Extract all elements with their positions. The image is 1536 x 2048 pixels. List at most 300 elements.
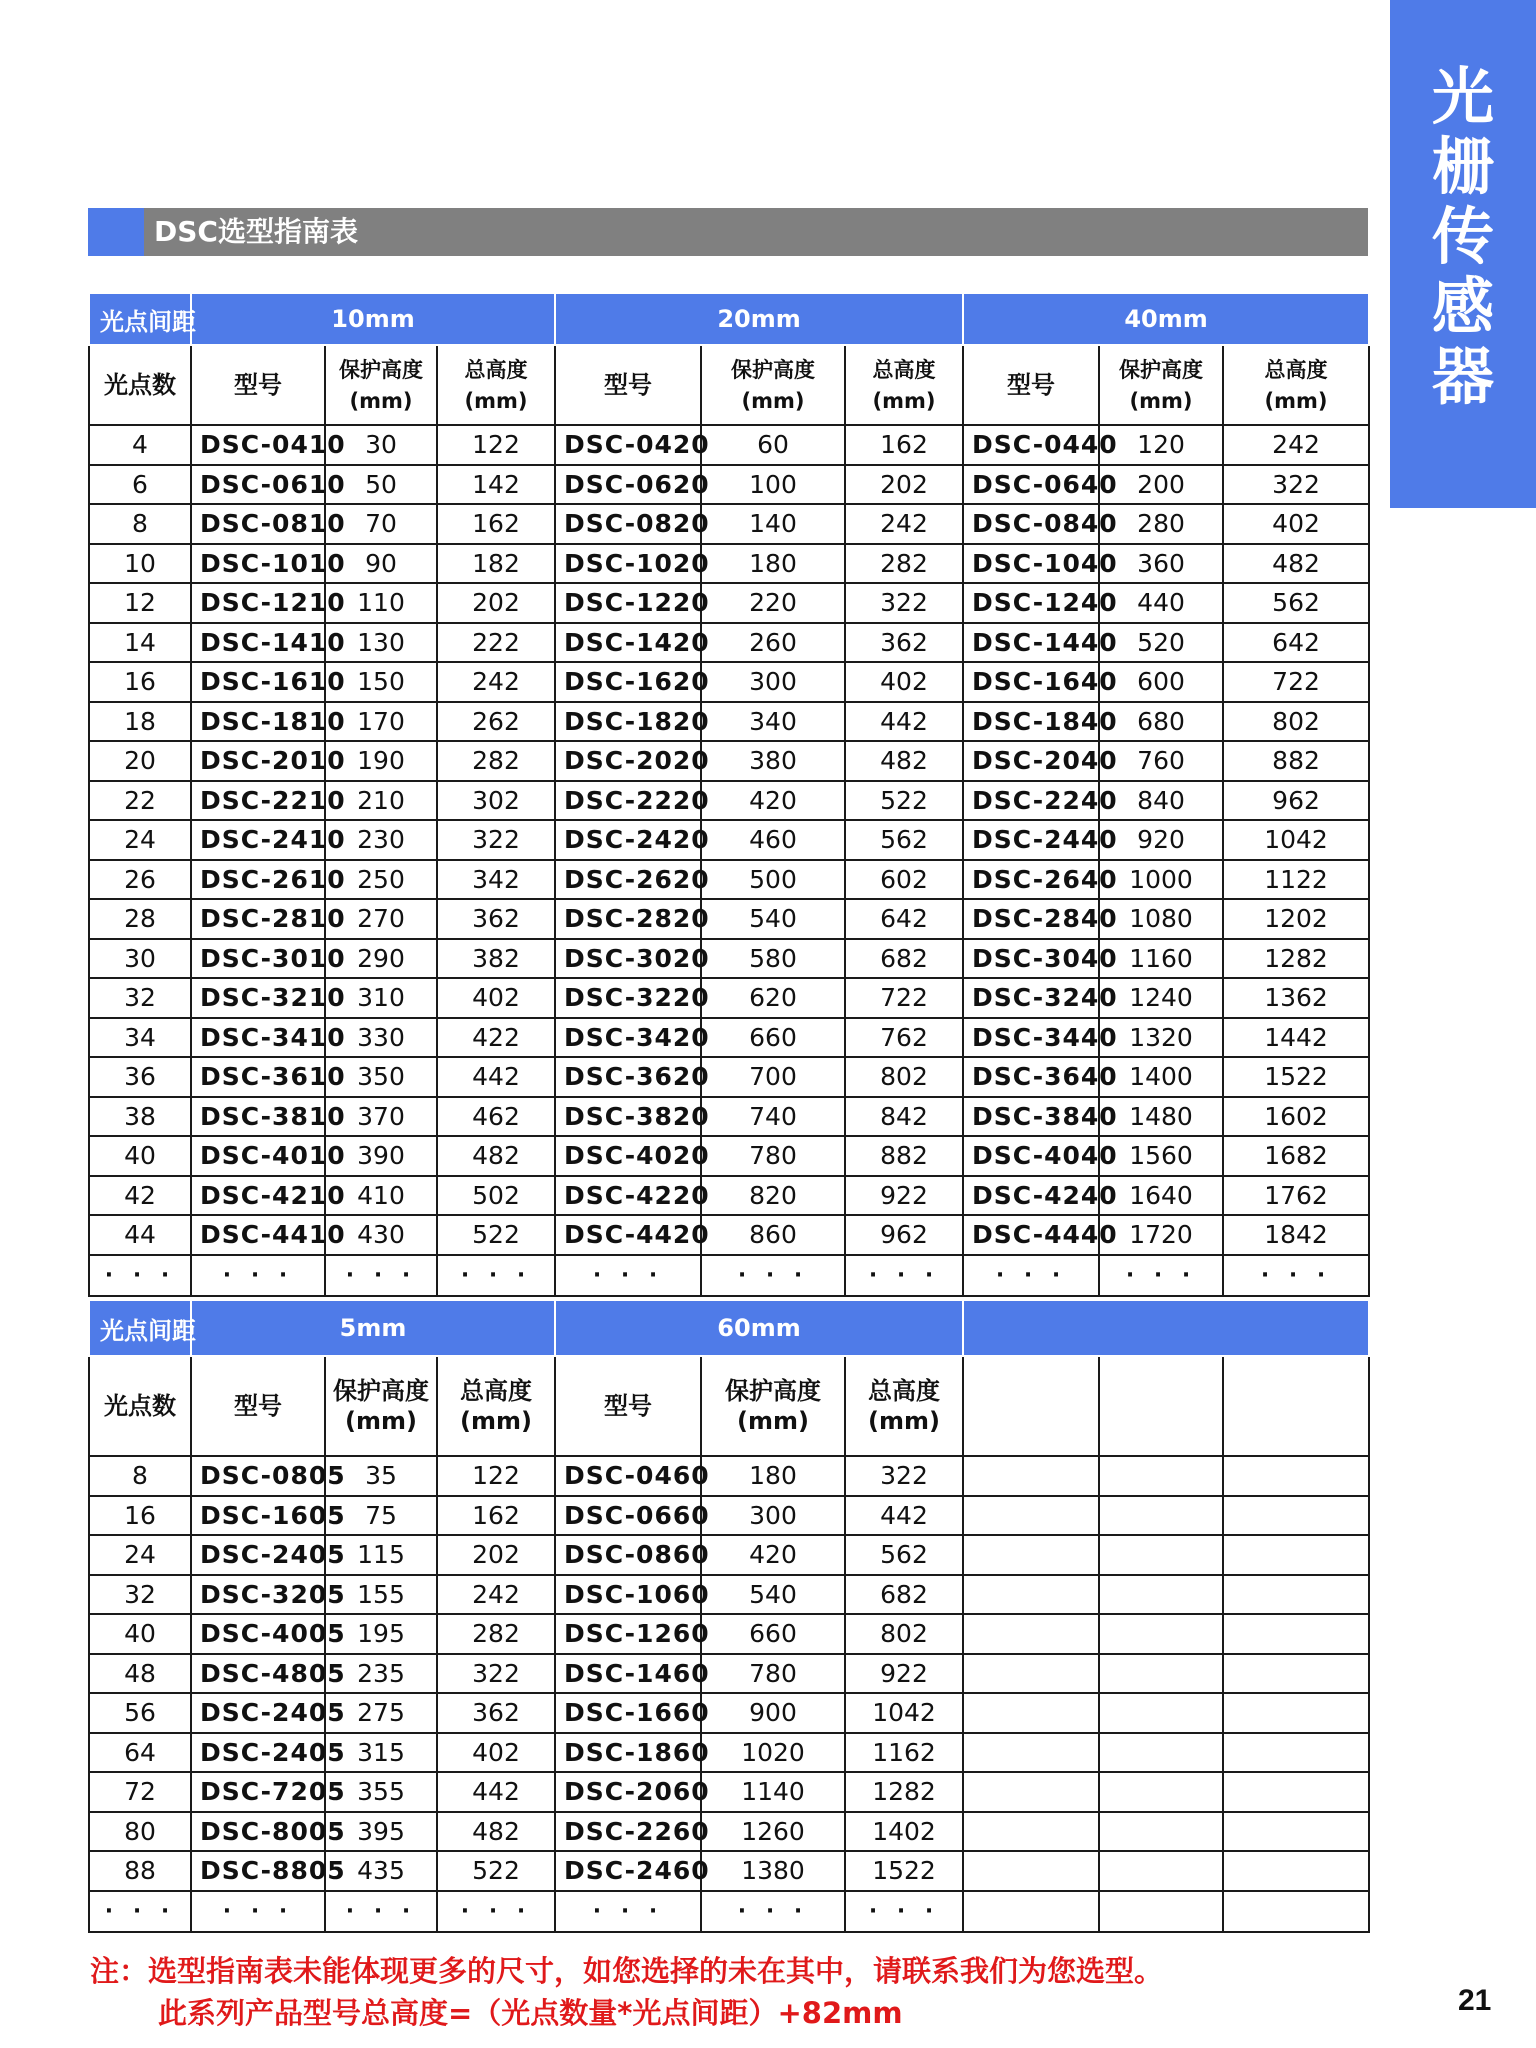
table-row bbox=[89, 1215, 1369, 1255]
cell-model: DSC-8005 bbox=[191, 1812, 325, 1852]
cell-model: DSC-3640 bbox=[963, 1057, 1099, 1097]
cell-value: 780 bbox=[701, 1136, 845, 1176]
empty-cell bbox=[1223, 1693, 1369, 1733]
empty-cell bbox=[1099, 1812, 1223, 1852]
cell-value: 522 bbox=[437, 1215, 555, 1255]
ellipsis-cell: · · · bbox=[701, 1255, 845, 1297]
side-category-tab bbox=[1390, 0, 1536, 508]
cell-model: DSC-1810 bbox=[191, 702, 325, 742]
table-row bbox=[89, 662, 1369, 702]
table-row bbox=[89, 1614, 1369, 1654]
empty-cell bbox=[1223, 1654, 1369, 1694]
cell-value: 120 bbox=[1099, 425, 1223, 465]
cell-model: DSC-3240 bbox=[963, 978, 1099, 1018]
cell-value: 442 bbox=[437, 1772, 555, 1812]
empty-cell bbox=[1223, 1891, 1369, 1933]
cell-value: 282 bbox=[437, 741, 555, 781]
cell-value: 642 bbox=[1223, 623, 1369, 663]
cell-model: DSC-1840 bbox=[963, 702, 1099, 742]
cell-value: 500 bbox=[701, 860, 845, 900]
cell-count: 34 bbox=[89, 1018, 191, 1058]
cell-value: 362 bbox=[437, 899, 555, 939]
cell-value: 502 bbox=[437, 1176, 555, 1216]
cell-value: 322 bbox=[437, 820, 555, 860]
cell-model: DSC-4040 bbox=[963, 1136, 1099, 1176]
cell-value: 900 bbox=[701, 1693, 845, 1733]
cell-value: 140 bbox=[701, 504, 845, 544]
cell-value: 122 bbox=[437, 1456, 555, 1496]
cell-value: 820 bbox=[701, 1176, 845, 1216]
cell-value: 30 bbox=[325, 425, 437, 465]
cell-value: 340 bbox=[701, 702, 845, 742]
col-model: 型号 bbox=[555, 345, 701, 425]
cell-value: 420 bbox=[701, 781, 845, 821]
cell-model: DSC-3840 bbox=[963, 1097, 1099, 1137]
cell-model: DSC-2405 bbox=[191, 1733, 325, 1773]
cell-value: 75 bbox=[325, 1496, 437, 1536]
cell-model: DSC-1620 bbox=[555, 662, 701, 702]
empty-cell bbox=[963, 1812, 1099, 1852]
table-row bbox=[89, 1057, 1369, 1097]
cell-count: 32 bbox=[89, 978, 191, 1018]
cell-value: 360 bbox=[1099, 544, 1223, 584]
table-row bbox=[89, 623, 1369, 663]
table-row bbox=[89, 820, 1369, 860]
cell-count: 44 bbox=[89, 1215, 191, 1255]
ellipsis-cell: · · · bbox=[1223, 1255, 1369, 1297]
spacing-group-40mm: 40mm bbox=[963, 293, 1369, 345]
cell-model: DSC-0640 bbox=[963, 465, 1099, 505]
cell-value: 35 bbox=[325, 1456, 437, 1496]
cell-model: DSC-0805 bbox=[191, 1456, 325, 1496]
cell-value: 110 bbox=[325, 583, 437, 623]
cell-value: 302 bbox=[437, 781, 555, 821]
ellipsis-cell: · · · bbox=[325, 1891, 437, 1933]
cell-value: 482 bbox=[1223, 544, 1369, 584]
col-model: 型号 bbox=[963, 345, 1099, 425]
cell-value: 190 bbox=[325, 741, 437, 781]
spacing-label: 光点间距 bbox=[89, 293, 191, 345]
cell-value: 260 bbox=[701, 623, 845, 663]
col-total: 总高度 (mm) bbox=[437, 345, 555, 425]
cell-model: DSC-3620 bbox=[555, 1057, 701, 1097]
cell-value: 1762 bbox=[1223, 1176, 1369, 1216]
cell-model: DSC-4410 bbox=[191, 1215, 325, 1255]
cell-count: 22 bbox=[89, 781, 191, 821]
side-title-char: 栅 bbox=[1431, 130, 1494, 203]
cell-count: 14 bbox=[89, 623, 191, 663]
table-row bbox=[89, 1018, 1369, 1058]
cell-value: 402 bbox=[437, 978, 555, 1018]
cell-count: 36 bbox=[89, 1057, 191, 1097]
cell-value: 882 bbox=[845, 1136, 963, 1176]
cell-value: 300 bbox=[701, 662, 845, 702]
cell-model: DSC-4220 bbox=[555, 1176, 701, 1216]
ellipsis-row bbox=[89, 1255, 1369, 1297]
col-guard: 保护高度 (mm) bbox=[701, 1356, 845, 1456]
col-count: 光点数 bbox=[89, 1356, 191, 1456]
cell-value: 322 bbox=[845, 1456, 963, 1496]
cell-model: DSC-3010 bbox=[191, 939, 325, 979]
side-title-char: 器 bbox=[1431, 340, 1494, 413]
table-row bbox=[89, 1496, 1369, 1536]
cell-value: 1282 bbox=[1223, 939, 1369, 979]
table-row bbox=[89, 544, 1369, 584]
side-title bbox=[1432, 62, 1494, 508]
cell-model: DSC-0420 bbox=[555, 425, 701, 465]
cell-value: 442 bbox=[845, 1496, 963, 1536]
cell-count: 42 bbox=[89, 1176, 191, 1216]
cell-value: 420 bbox=[701, 1535, 845, 1575]
cell-value: 562 bbox=[845, 820, 963, 860]
cell-value: 860 bbox=[701, 1215, 845, 1255]
cell-model: DSC-1410 bbox=[191, 623, 325, 663]
table-row bbox=[89, 939, 1369, 979]
cell-model: DSC-4210 bbox=[191, 1176, 325, 1216]
cell-model: DSC-3420 bbox=[555, 1018, 701, 1058]
cell-model: DSC-2260 bbox=[555, 1812, 701, 1852]
cell-value: 620 bbox=[701, 978, 845, 1018]
cell-value: 682 bbox=[845, 939, 963, 979]
empty-cell bbox=[1223, 1733, 1369, 1773]
cell-value: 482 bbox=[845, 741, 963, 781]
cell-value: 435 bbox=[325, 1851, 437, 1891]
cell-model: DSC-0440 bbox=[963, 425, 1099, 465]
table-row bbox=[89, 702, 1369, 742]
cell-value: 962 bbox=[1223, 781, 1369, 821]
cell-model: DSC-0410 bbox=[191, 425, 325, 465]
cell-value: 1320 bbox=[1099, 1018, 1223, 1058]
cell-model: DSC-3040 bbox=[963, 939, 1099, 979]
empty-cell bbox=[963, 1575, 1099, 1615]
cell-value: 1140 bbox=[701, 1772, 845, 1812]
cell-value: 290 bbox=[325, 939, 437, 979]
cell-value: 402 bbox=[437, 1733, 555, 1773]
side-title-char: 感 bbox=[1431, 270, 1494, 343]
cell-model: DSC-1440 bbox=[963, 623, 1099, 663]
empty-cell bbox=[1099, 1733, 1223, 1773]
cell-value: 1260 bbox=[701, 1812, 845, 1852]
empty-cell bbox=[963, 1614, 1099, 1654]
cell-value: 402 bbox=[1223, 504, 1369, 544]
cell-value: 395 bbox=[325, 1812, 437, 1852]
cell-count: 56 bbox=[89, 1693, 191, 1733]
table-row bbox=[89, 1176, 1369, 1216]
cell-value: 322 bbox=[845, 583, 963, 623]
cell-model: DSC-0820 bbox=[555, 504, 701, 544]
cell-model: DSC-2810 bbox=[191, 899, 325, 939]
cell-value: 280 bbox=[1099, 504, 1223, 544]
empty-cell bbox=[1223, 1535, 1369, 1575]
cell-value: 270 bbox=[325, 899, 437, 939]
cell-model: DSC-2620 bbox=[555, 860, 701, 900]
table-row bbox=[89, 1654, 1369, 1694]
cell-value: 840 bbox=[1099, 781, 1223, 821]
cell-value: 315 bbox=[325, 1733, 437, 1773]
ellipsis-cell: · · · bbox=[701, 1891, 845, 1933]
cell-count: 80 bbox=[89, 1812, 191, 1852]
spacing-group-5mm: 5mm bbox=[191, 1300, 555, 1356]
cell-value: 1380 bbox=[701, 1851, 845, 1891]
footnote-line-1: 注：选型指南表未能体现更多的尺寸，如您选择的未在其中，请联系我们为您选型。 bbox=[90, 1954, 1164, 1988]
table-row bbox=[89, 465, 1369, 505]
cell-value: 310 bbox=[325, 978, 437, 1018]
cell-value: 155 bbox=[325, 1575, 437, 1615]
empty-cell bbox=[1099, 1654, 1223, 1694]
table-row bbox=[89, 1851, 1369, 1891]
cell-value: 1842 bbox=[1223, 1215, 1369, 1255]
cell-value: 1522 bbox=[1223, 1057, 1369, 1097]
cell-value: 962 bbox=[845, 1215, 963, 1255]
cell-model: DSC-3810 bbox=[191, 1097, 325, 1137]
ellipsis-cell: · · · bbox=[963, 1255, 1099, 1297]
cell-value: 162 bbox=[437, 1496, 555, 1536]
col-total: 总高度 (mm) bbox=[845, 1356, 963, 1456]
cell-model: DSC-0610 bbox=[191, 465, 325, 505]
empty-cell bbox=[1223, 1812, 1369, 1852]
cell-value: 130 bbox=[325, 623, 437, 663]
cell-value: 1682 bbox=[1223, 1136, 1369, 1176]
empty-cell bbox=[1099, 1456, 1223, 1496]
cell-value: 90 bbox=[325, 544, 437, 584]
spacing-group-empty bbox=[963, 1300, 1369, 1356]
cell-value: 562 bbox=[1223, 583, 1369, 623]
cell-value: 602 bbox=[845, 860, 963, 900]
cell-value: 562 bbox=[845, 1535, 963, 1575]
cell-model: DSC-3610 bbox=[191, 1057, 325, 1097]
cell-count: 40 bbox=[89, 1136, 191, 1176]
col-model: 型号 bbox=[191, 1356, 325, 1456]
cell-model: DSC-1020 bbox=[555, 544, 701, 584]
cell-value: 242 bbox=[845, 504, 963, 544]
cell-model: DSC-0840 bbox=[963, 504, 1099, 544]
cell-model: DSC-0860 bbox=[555, 1535, 701, 1575]
cell-value: 1442 bbox=[1223, 1018, 1369, 1058]
cell-model: DSC-2020 bbox=[555, 741, 701, 781]
table-row bbox=[89, 781, 1369, 821]
cell-value: 600 bbox=[1099, 662, 1223, 702]
cell-value: 350 bbox=[325, 1057, 437, 1097]
cell-model: DSC-4010 bbox=[191, 1136, 325, 1176]
cell-value: 540 bbox=[701, 1575, 845, 1615]
ellipsis-cell: · · · bbox=[89, 1891, 191, 1933]
cell-value: 142 bbox=[437, 465, 555, 505]
cell-value: 882 bbox=[1223, 741, 1369, 781]
ellipsis-cell: · · · bbox=[437, 1891, 555, 1933]
table-row bbox=[89, 741, 1369, 781]
cell-value: 202 bbox=[437, 583, 555, 623]
ellipsis-cell: · · · bbox=[437, 1255, 555, 1297]
empty-cell bbox=[1099, 1356, 1223, 1456]
cell-value: 1240 bbox=[1099, 978, 1223, 1018]
spacing-label: 光点间距 bbox=[89, 1300, 191, 1356]
cell-value: 322 bbox=[1223, 465, 1369, 505]
cell-count: 4 bbox=[89, 425, 191, 465]
cell-model: DSC-0660 bbox=[555, 1496, 701, 1536]
empty-cell bbox=[1223, 1851, 1369, 1891]
cell-model: DSC-1210 bbox=[191, 583, 325, 623]
cell-count: 88 bbox=[89, 1851, 191, 1891]
footnote-line-2: 此系列产品型号总高度=（光点数量*光点间距）+82mm bbox=[158, 1996, 903, 2030]
col-total: 总高度 (mm) bbox=[1223, 345, 1369, 425]
cell-value: 842 bbox=[845, 1097, 963, 1137]
empty-cell bbox=[963, 1693, 1099, 1733]
cell-count: 8 bbox=[89, 504, 191, 544]
cell-value: 355 bbox=[325, 1772, 437, 1812]
cell-model: DSC-4420 bbox=[555, 1215, 701, 1255]
empty-cell bbox=[963, 1654, 1099, 1694]
cell-count: 40 bbox=[89, 1614, 191, 1654]
cell-value: 520 bbox=[1099, 623, 1223, 663]
cell-value: 162 bbox=[437, 504, 555, 544]
cell-model: DSC-2640 bbox=[963, 860, 1099, 900]
col-model: 型号 bbox=[191, 345, 325, 425]
cell-model: DSC-2405 bbox=[191, 1693, 325, 1733]
cell-count: 38 bbox=[89, 1097, 191, 1137]
cell-model: DSC-1460 bbox=[555, 1654, 701, 1694]
col-guard: 保护高度 (mm) bbox=[1099, 345, 1223, 425]
cell-model: DSC-2010 bbox=[191, 741, 325, 781]
cell-model: DSC-1860 bbox=[555, 1733, 701, 1773]
col-guard: 保护高度 (mm) bbox=[325, 345, 437, 425]
table-row bbox=[89, 860, 1369, 900]
table-row bbox=[89, 1733, 1369, 1773]
cell-value: 70 bbox=[325, 504, 437, 544]
cell-value: 180 bbox=[701, 544, 845, 584]
col-total: 总高度 (mm) bbox=[845, 345, 963, 425]
cell-value: 235 bbox=[325, 1654, 437, 1694]
cell-model: DSC-3410 bbox=[191, 1018, 325, 1058]
cell-model: DSC-0810 bbox=[191, 504, 325, 544]
cell-model: DSC-1040 bbox=[963, 544, 1099, 584]
cell-value: 275 bbox=[325, 1693, 437, 1733]
cell-model: DSC-4020 bbox=[555, 1136, 701, 1176]
table-row bbox=[89, 1535, 1369, 1575]
ellipsis-cell: · · · bbox=[191, 1255, 325, 1297]
cell-value: 202 bbox=[437, 1535, 555, 1575]
cell-value: 1282 bbox=[845, 1772, 963, 1812]
cell-value: 330 bbox=[325, 1018, 437, 1058]
cell-value: 722 bbox=[1223, 662, 1369, 702]
cell-value: 460 bbox=[701, 820, 845, 860]
section-banner bbox=[88, 208, 1368, 256]
cell-model: DSC-4005 bbox=[191, 1614, 325, 1654]
cell-model: DSC-3210 bbox=[191, 978, 325, 1018]
cell-model: DSC-2240 bbox=[963, 781, 1099, 821]
table-row bbox=[89, 1772, 1369, 1812]
cell-value: 1480 bbox=[1099, 1097, 1223, 1137]
cell-value: 1162 bbox=[845, 1733, 963, 1773]
spacing-header-row bbox=[89, 293, 1369, 345]
ellipsis-row bbox=[89, 1891, 1369, 1933]
table-row bbox=[89, 583, 1369, 623]
table-row bbox=[89, 1812, 1369, 1852]
cell-model: DSC-1820 bbox=[555, 702, 701, 742]
cell-value: 342 bbox=[437, 860, 555, 900]
col-guard: 保护高度 (mm) bbox=[325, 1356, 437, 1456]
cell-model: DSC-2440 bbox=[963, 820, 1099, 860]
empty-cell bbox=[963, 1535, 1099, 1575]
empty-cell bbox=[1223, 1614, 1369, 1654]
cell-count: 8 bbox=[89, 1456, 191, 1496]
spacing-header-row bbox=[89, 1300, 1369, 1356]
cell-value: 122 bbox=[437, 425, 555, 465]
cell-model: DSC-2460 bbox=[555, 1851, 701, 1891]
cell-value: 210 bbox=[325, 781, 437, 821]
empty-cell bbox=[1099, 1772, 1223, 1812]
cell-count: 24 bbox=[89, 1535, 191, 1575]
empty-cell bbox=[1223, 1456, 1369, 1496]
cell-model: DSC-1640 bbox=[963, 662, 1099, 702]
ellipsis-cell: · · · bbox=[845, 1891, 963, 1933]
cell-value: 1602 bbox=[1223, 1097, 1369, 1137]
column-header-row bbox=[89, 1356, 1369, 1456]
cell-value: 282 bbox=[437, 1614, 555, 1654]
empty-cell bbox=[1099, 1614, 1223, 1654]
cell-model: DSC-0620 bbox=[555, 465, 701, 505]
cell-value: 922 bbox=[845, 1654, 963, 1694]
cell-value: 60 bbox=[701, 425, 845, 465]
cell-model: DSC-2410 bbox=[191, 820, 325, 860]
cell-model: DSC-7205 bbox=[191, 1772, 325, 1812]
cell-value: 802 bbox=[845, 1614, 963, 1654]
cell-model: DSC-1420 bbox=[555, 623, 701, 663]
cell-value: 462 bbox=[437, 1097, 555, 1137]
side-title-char: 传 bbox=[1431, 200, 1494, 273]
empty-cell bbox=[1099, 1891, 1223, 1933]
column-header-row bbox=[89, 345, 1369, 425]
cell-count: 32 bbox=[89, 1575, 191, 1615]
cell-value: 1402 bbox=[845, 1812, 963, 1852]
cell-value: 380 bbox=[701, 741, 845, 781]
cell-value: 180 bbox=[701, 1456, 845, 1496]
cell-model: DSC-3220 bbox=[555, 978, 701, 1018]
cell-value: 300 bbox=[701, 1496, 845, 1536]
cell-value: 150 bbox=[325, 662, 437, 702]
cell-count: 6 bbox=[89, 465, 191, 505]
cell-value: 402 bbox=[845, 662, 963, 702]
table-row bbox=[89, 1097, 1369, 1137]
cell-value: 115 bbox=[325, 1535, 437, 1575]
empty-cell bbox=[1099, 1496, 1223, 1536]
cell-value: 682 bbox=[845, 1575, 963, 1615]
cell-value: 250 bbox=[325, 860, 437, 900]
table-row bbox=[89, 899, 1369, 939]
cell-value: 700 bbox=[701, 1057, 845, 1097]
cell-model: DSC-2040 bbox=[963, 741, 1099, 781]
cell-value: 242 bbox=[1223, 425, 1369, 465]
cell-value: 482 bbox=[437, 1812, 555, 1852]
cell-value: 760 bbox=[1099, 741, 1223, 781]
cell-value: 660 bbox=[701, 1614, 845, 1654]
empty-cell bbox=[1223, 1356, 1369, 1456]
cell-value: 362 bbox=[845, 623, 963, 663]
cell-value: 442 bbox=[437, 1057, 555, 1097]
cell-value: 540 bbox=[701, 899, 845, 939]
cell-value: 1202 bbox=[1223, 899, 1369, 939]
ellipsis-cell: · · · bbox=[845, 1255, 963, 1297]
cell-count: 10 bbox=[89, 544, 191, 584]
table-row bbox=[89, 1693, 1369, 1733]
cell-value: 162 bbox=[845, 425, 963, 465]
table-row bbox=[89, 425, 1369, 465]
ellipsis-cell: · · · bbox=[191, 1891, 325, 1933]
cell-model: DSC-2610 bbox=[191, 860, 325, 900]
ellipsis-cell: · · · bbox=[89, 1255, 191, 1297]
cell-count: 72 bbox=[89, 1772, 191, 1812]
cell-value: 1720 bbox=[1099, 1215, 1223, 1255]
table-row bbox=[89, 1456, 1369, 1496]
